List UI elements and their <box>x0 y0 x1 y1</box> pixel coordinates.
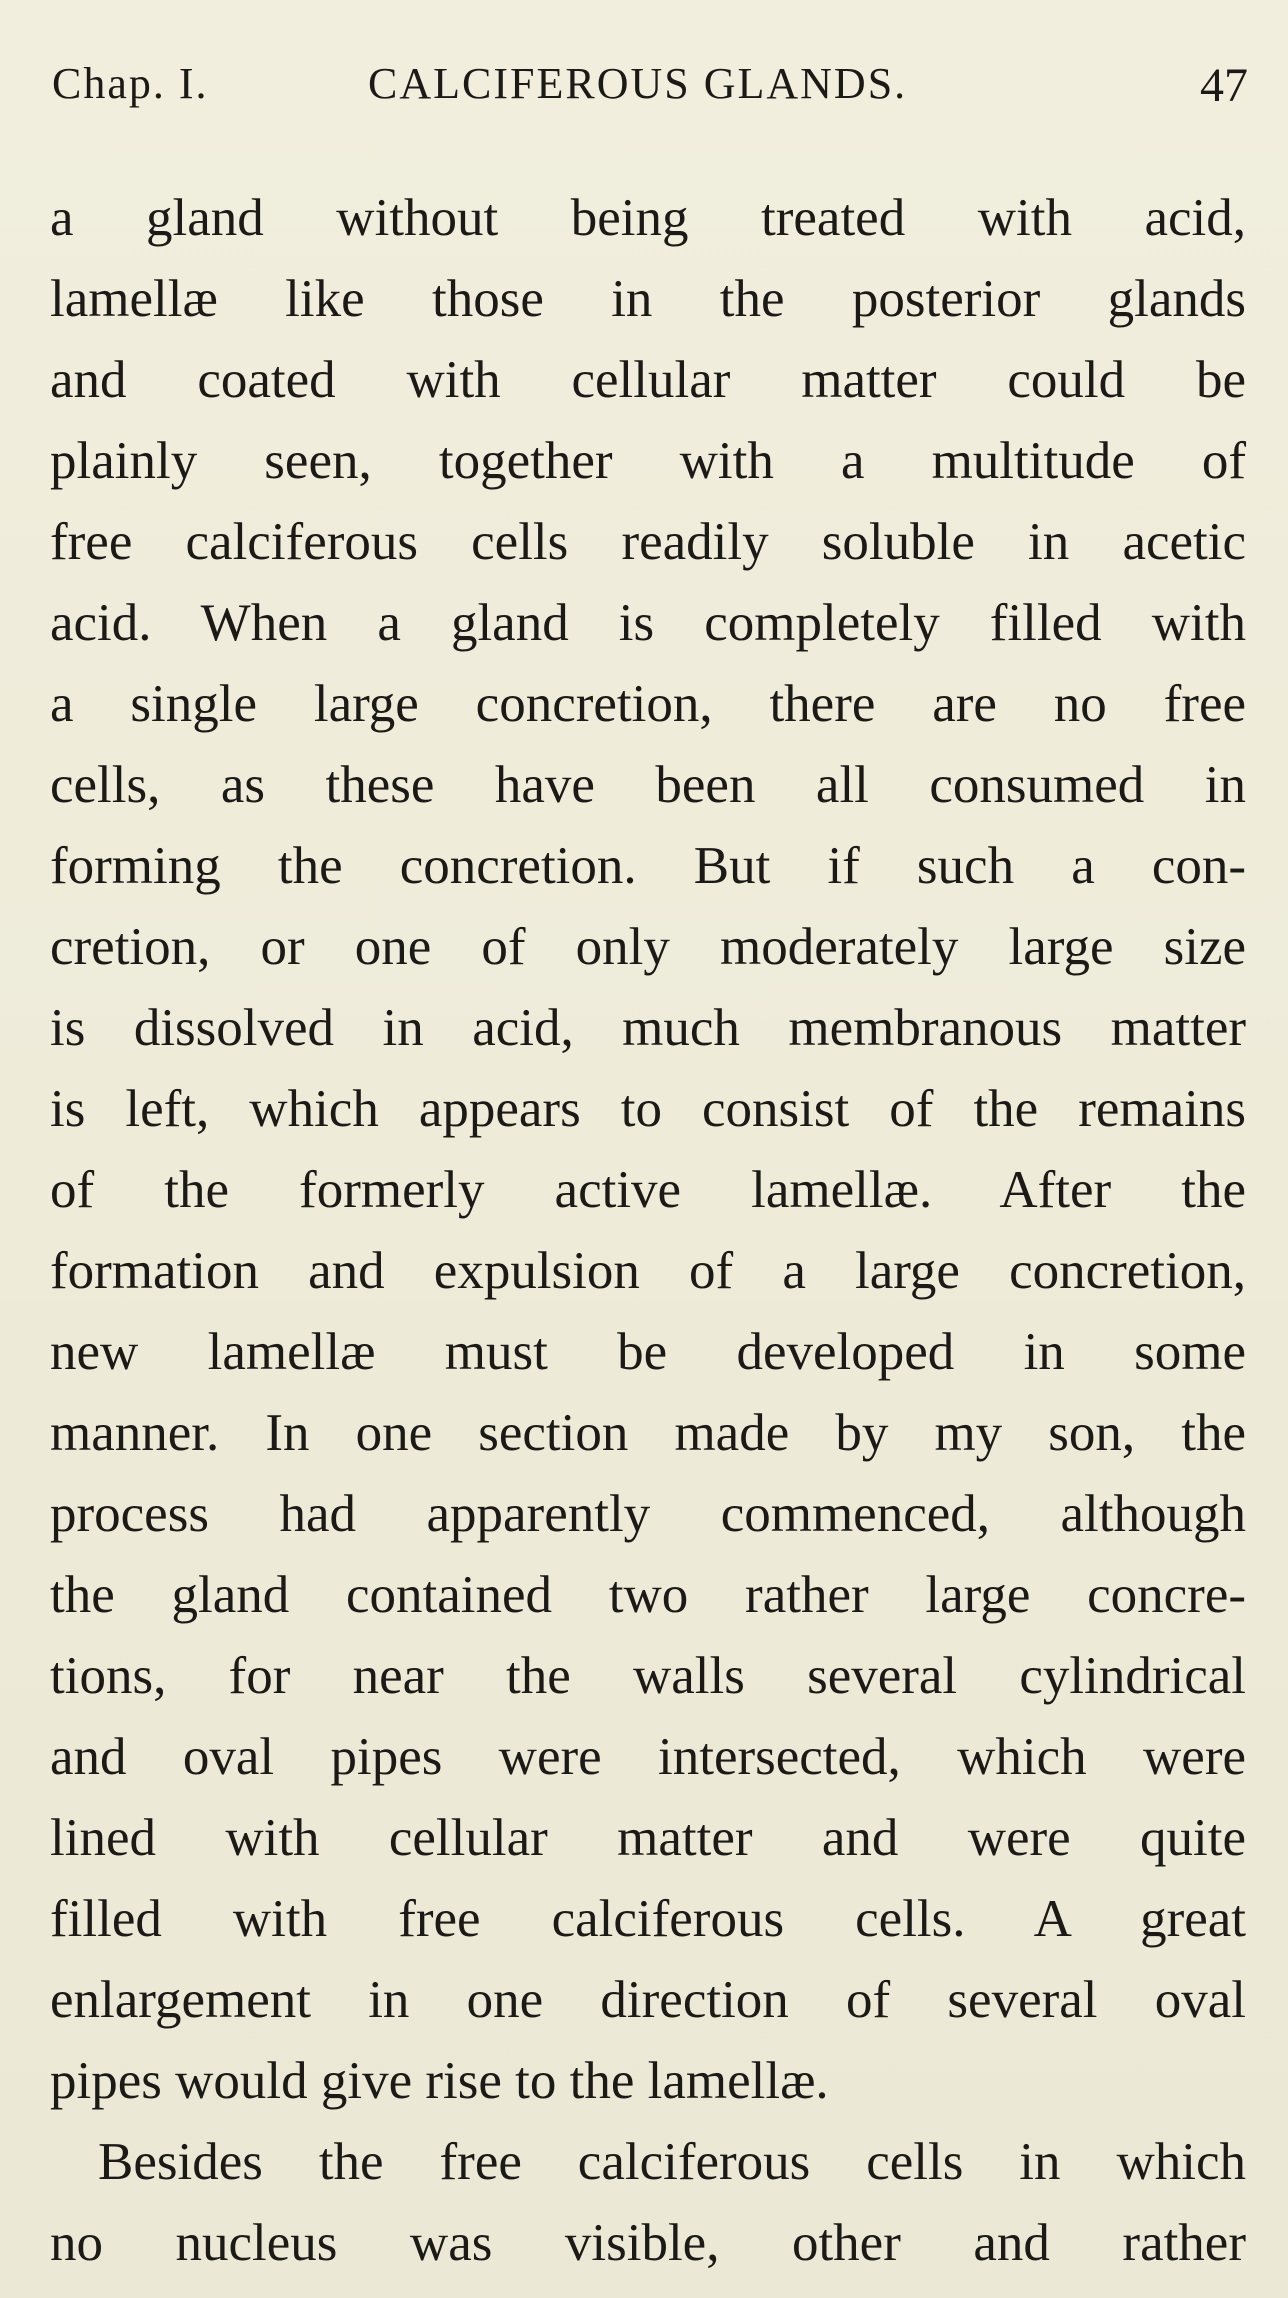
text-line: cretion, or one of only moderately large size <box>50 918 1246 976</box>
text-line: forming the concretion. But if such a con- <box>50 837 1246 895</box>
text-line: Besides the free calciferous cells in which <box>98 2133 1246 2191</box>
text-line: plainly seen, together with a multitude of <box>50 432 1246 490</box>
page-number: 47 <box>1200 59 1248 112</box>
text-line: and coated with cellular matter could be <box>50 351 1246 409</box>
text-line: cells, as these have been all consumed in <box>50 756 1246 814</box>
text-line: acid. When a gland is completely filled with <box>50 594 1246 652</box>
text-line: pipes would give rise to the lamellæ. <box>50 2052 829 2110</box>
text-line: new lamellæ must be developed in some <box>50 1323 1246 1381</box>
text-line: of the formerly active lamellæ. After the <box>50 1161 1246 1219</box>
text-line: filled with free calciferous cells. A great <box>50 1890 1246 1948</box>
text-line: and oval pipes were intersected, which were <box>50 1728 1246 1786</box>
text-line: is dissolved in acid, much membranous matter <box>50 999 1246 1057</box>
text-line: enlargement in one direction of several oval <box>50 1971 1246 2029</box>
text-line: free calciferous cells readily soluble in acetic <box>50 513 1246 571</box>
text-line: manner. In one section made by my son, the <box>50 1404 1246 1462</box>
text-line: is left, which appears to consist of the remains <box>50 1080 1246 1138</box>
body-text <box>50 178 1246 2284</box>
text-line: no nucleus was visible, other and rather <box>50 2214 1246 2272</box>
text-line: a single large concretion, there are no free <box>50 675 1246 733</box>
text-line: lamellæ like those in the posterior glands <box>50 270 1246 328</box>
running-head <box>52 58 1248 128</box>
running-title: CALCIFEROUS GLANDS. <box>368 59 908 108</box>
text-line: tions, for near the walls several cylindrical <box>50 1647 1246 1705</box>
text-line: a gland without being treated with acid, <box>50 189 1246 247</box>
text-line: formation and expulsion of a large concretion, <box>50 1242 1246 1300</box>
chapter-label: Chap. I. <box>52 59 209 108</box>
text-line: the gland contained two rather large concre- <box>50 1566 1246 1624</box>
text-line: lined with cellular matter and were quite <box>50 1809 1246 1867</box>
text-line: process had apparently commenced, although <box>50 1485 1246 1543</box>
